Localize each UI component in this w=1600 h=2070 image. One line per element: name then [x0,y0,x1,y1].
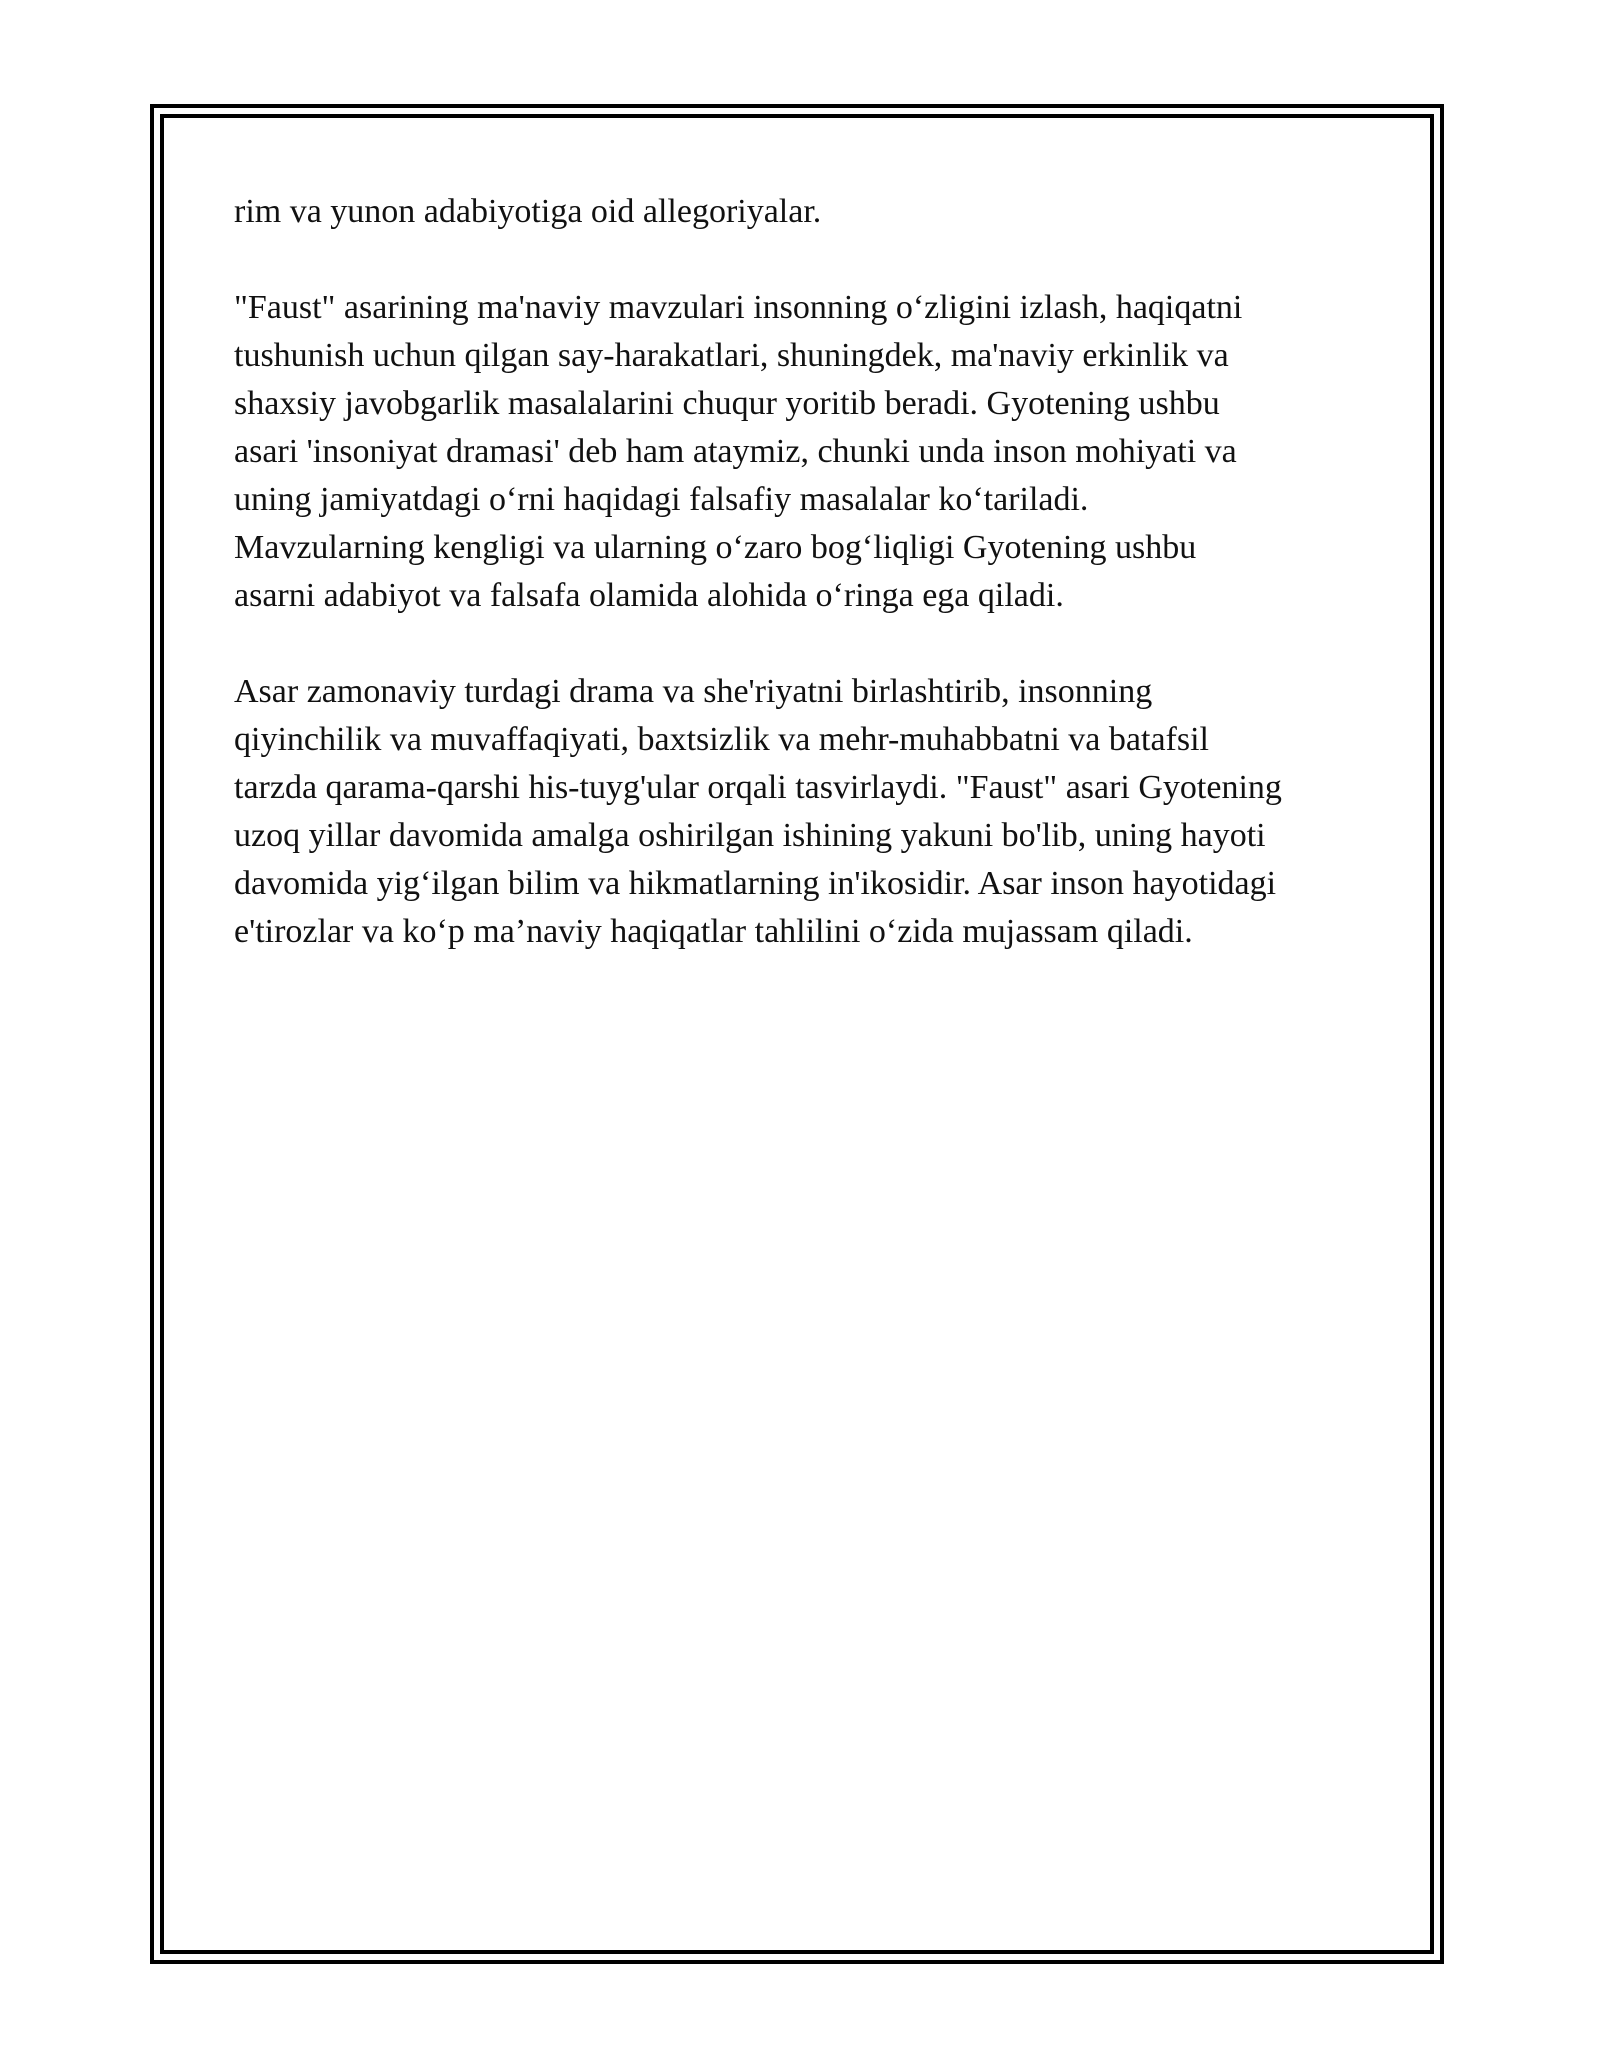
document-body [234,188,1384,1004]
text-line: qiyinchilik va muvaffaqiyati, baxtsizlik va mehr-muhabbatni va batafsil [234,721,1209,758]
text-line: shaxsiy javobgarlik masalalarini chuqur yoritib beradi. Gyotening ushbu [234,385,1220,422]
text-line: Asar zamonaviy turdagi drama va she'riyatni birlashtirib, insonning [234,673,1153,710]
paragraph [234,668,1384,956]
text-line: tarzda qarama-qarshi his-tuyg'ular orqali tasvirlaydi. "Faust" asari Gyotening [234,769,1282,806]
text-line: tushunish uchun qilgan say-harakatlari, shuningdek, ma'naviy erkinlik va [234,337,1229,374]
paragraph [234,284,1384,620]
text-line: Mavzularning kengligi va ularning o‘zaro bog‘liqligi Gyotening ushbu [234,529,1197,566]
paragraph [234,188,1384,236]
text-line: uzoq yillar davomida amalga oshirilgan ishining yakuni bo'lib, uning hayoti [234,817,1266,854]
text-line: davomida yig‘ilgan bilim va hikmatlarning in'ikosidir. Asar inson hayotidagi [234,865,1277,902]
text-line: asari 'insoniyat dramasi' deb ham ataymiz, chunki unda inson mohiyati va [234,433,1237,470]
text-line: e'tirozlar va ko‘p ma’naviy haqiqatlar tahlilini o‘zida mujassam qiladi. [234,913,1193,950]
text-line: uning jamiyatdagi o‘rni haqidagi falsafiy masalalar ko‘tariladi. [234,481,1089,518]
text-line: asarni adabiyot va falsafa olamida alohida o‘ringa ega qiladi. [234,577,1064,614]
text-line: "Faust" asarining ma'naviy mavzulari insonning o‘zligini izlash, haqiqatni [234,289,1243,326]
text-line: rim va yunon adabiyotiga oid allegoriyalar. [234,193,822,230]
